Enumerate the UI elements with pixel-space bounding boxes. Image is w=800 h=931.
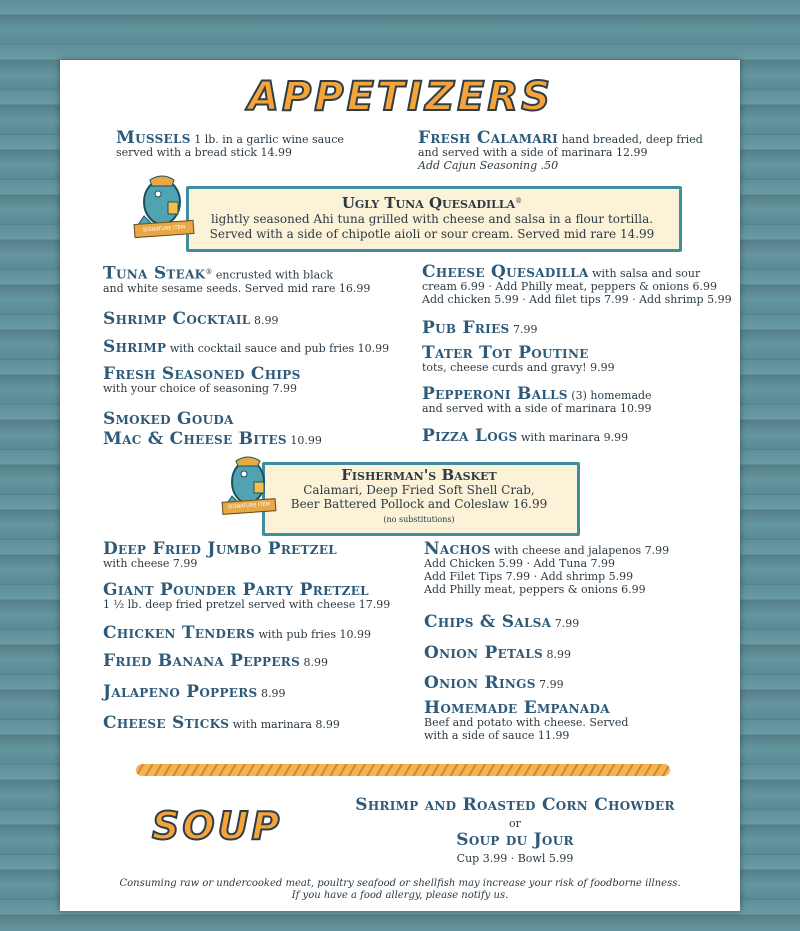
menu-item-calamari: Fresh Calamari hand breaded, deep fried and served with a side of marinara 12.99 Add Cajun Seasoning .50	[418, 128, 703, 172]
menu-item-chicken-tenders: Chicken Tenders with pub fries 10.99	[103, 623, 372, 643]
menu-item-cheese-sticks: Cheese Sticks with marinara 8.99	[103, 713, 340, 733]
footer-disclaimer: Consuming raw or undercooked meat, poultry seafood or shellfish may increase your risk of foodborne illness. If you have a food allergy, please notify us.	[119, 878, 681, 901]
quesadilla-banner-text: Ugly Tuna Quesadilla® lightly seasoned Ahi tuna grilled with cheese and salsa in a flour tortilla. Served with a side of chipotle aioli or sour cream. Served mid rare 14.99	[209, 194, 655, 241]
menu-item-empanada: Homemade Empanada Beef and potato with cheese. Served with a side of sauce 11.99	[424, 698, 629, 742]
menu-item-pizza-logs: Pizza Logs with marinara 9.99	[422, 426, 629, 446]
menu-item-jumbo-pretzel: Deep Fried Jumbo Pretzel with cheese 7.99	[103, 539, 338, 570]
menu-item-onion-petals: Onion Petals 8.99	[424, 643, 571, 663]
menu-item-pub-fries: Pub Fries 7.99	[422, 318, 538, 338]
soup-title: SOUP	[152, 804, 283, 848]
basket-banner-text: Fisherman's Basket Calamari, Deep Fried Soft Shell Crab, Beer Battered Pollock and Coleslaw 16.99 (no substitutions)	[290, 466, 548, 524]
signature-badge: SIGNATURE ITEM	[222, 498, 277, 515]
menu-item-cheese-quesadilla: Cheese Quesadilla with salsa and sour cream 6.99 · Add Philly meat, peppers & onions 6.99 Add chicken 5.99 · Add filet tips 7.99 · Add shrimp 5.99	[422, 262, 732, 306]
menu-item-mussels: Mussels 1 lb. in a garlic wine sauce served with a bread stick 14.99	[116, 128, 344, 159]
signature-badge: SIGNATURE ITEM	[134, 220, 195, 238]
appetizers-title: APPETIZERS	[248, 74, 554, 120]
menu-item-onion-rings: Onion Rings 7.99	[424, 673, 564, 693]
menu-item-jalapeno-poppers: Jalapeno Poppers 8.99	[103, 682, 286, 702]
menu-item-pepperoni-balls: Pepperoni Balls (3) homemade and served with a side of marinara 10.99	[422, 384, 652, 415]
menu-item-tuna-steak: Tuna Steak® encrusted with black and white sesame seeds. Served mid rare 16.99	[103, 263, 371, 295]
soup-section: Shrimp and Roasted Corn Chowder or Soup du Jour Cup 3.99 · Bowl 5.99	[355, 795, 675, 865]
menu-item-shrimp-cocktail: Shrimp Cocktail 8.99	[103, 309, 279, 329]
menu-item-tater-tot-poutine: Tater Tot Poutine tots, cheese curds and gravy! 9.99	[422, 343, 615, 374]
menu-item-nachos: Nachos with cheese and jalapenos 7.99 Add Chicken 5.99 · Add Tuna 7.99 Add Filet Tips 7.99 · Add shrimp 5.99 Add Philly meat, peppers & onions 6.99	[424, 539, 670, 596]
menu-item-banana-peppers: Fried Banana Peppers 8.99	[103, 651, 329, 671]
menu-item-chips-salsa: Chips & Salsa 7.99	[424, 612, 580, 632]
rope-divider	[136, 764, 670, 776]
menu-item-shrimp: Shrimp with cocktail sauce and pub fries 10.99	[103, 337, 390, 357]
menu-item-mac-cheese-bites: Smoked Gouda Mac & Cheese Bites 10.99	[103, 409, 322, 449]
menu-item-fresh-chips: Fresh Seasoned Chips with your choice of seasoning 7.99	[103, 364, 301, 395]
menu-item-pounder-pretzel: Giant Pounder Party Pretzel 1 ½ lb. deep fried pretzel served with cheese 17.99	[103, 580, 391, 611]
